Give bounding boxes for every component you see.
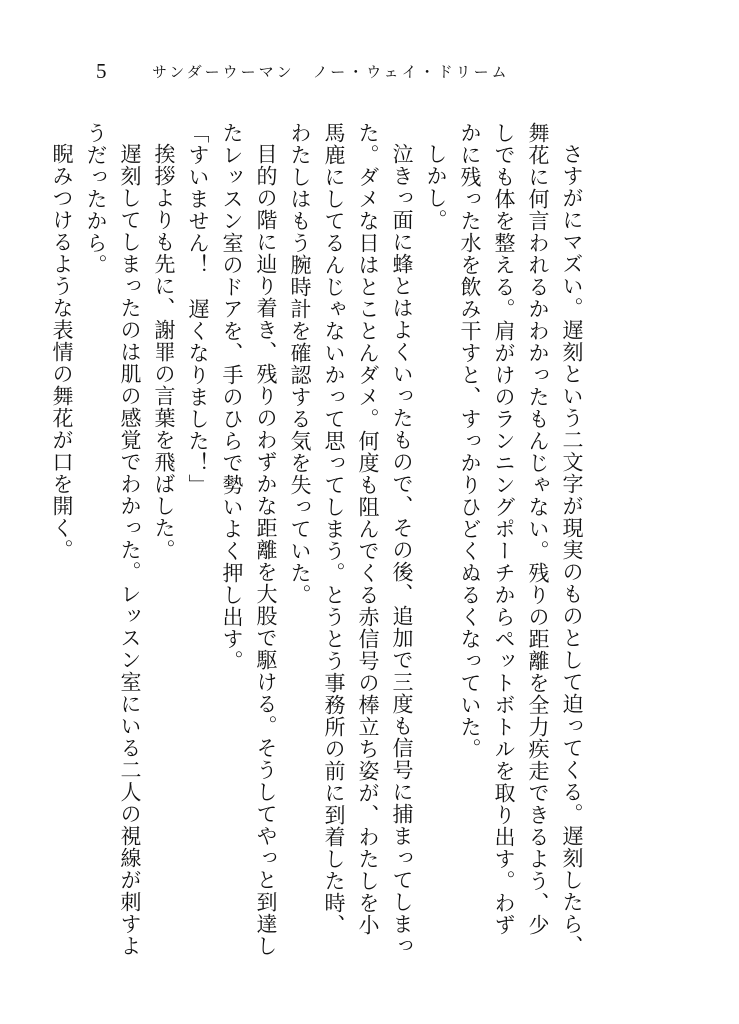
running-title: サンダーウーマン ノー・ウェイ・ドリーム	[152, 62, 510, 81]
paragraph: 睨みつけるような表情の舞花が口を開く。	[50, 143, 74, 561]
paragraph: 目的の階に辿り着き、残りのわずかな距離を大股で駆ける。そうしてやっと到達したレッスン室のドアを、手のひらで勢いよく押し出す。	[220, 122, 278, 957]
paragraph: 遅刻してしまったのは肌の感覚でわかった。レッスン室にいる二人の視線が刺すようだったから。	[84, 122, 142, 957]
paragraph: しかし。	[424, 143, 448, 231]
paragraph: さすがにマズい。遅刻という二文字が現実のものとして迫ってくる。遅刻したら、舞花に何言われるかわかったもんじゃない。残りの距離を全力疾走できるよう、少しでも体を整える。肩がけのランニングポーチからペットボトルを取り出す。わずかに残った水を飲み干すと、すっかりひどくぬるくなっていた。	[458, 122, 584, 957]
page-number: 5	[96, 58, 107, 83]
dialogue-line: 「すいません！ 遅くなりました！」	[186, 122, 210, 496]
paragraph: 泣きっ面に蜂とはよくいったもので、その後、追加で三度も信号に捕まってしまった。ダメな日はとことんダメ。何度も阻んでくる赤信号の棒立ち姿が、わたしを小馬鹿にしてるんじゃないかって思ってしまう。とうとう事務所の前に到着した時、わたしはもう腕時計を確認する気を失っていた。	[288, 122, 414, 957]
paragraph: 挨拶よりも先に、謝罪の言葉を飛ばした。	[152, 143, 176, 561]
page-header	[96, 56, 510, 86]
body-text	[45, 122, 589, 957]
